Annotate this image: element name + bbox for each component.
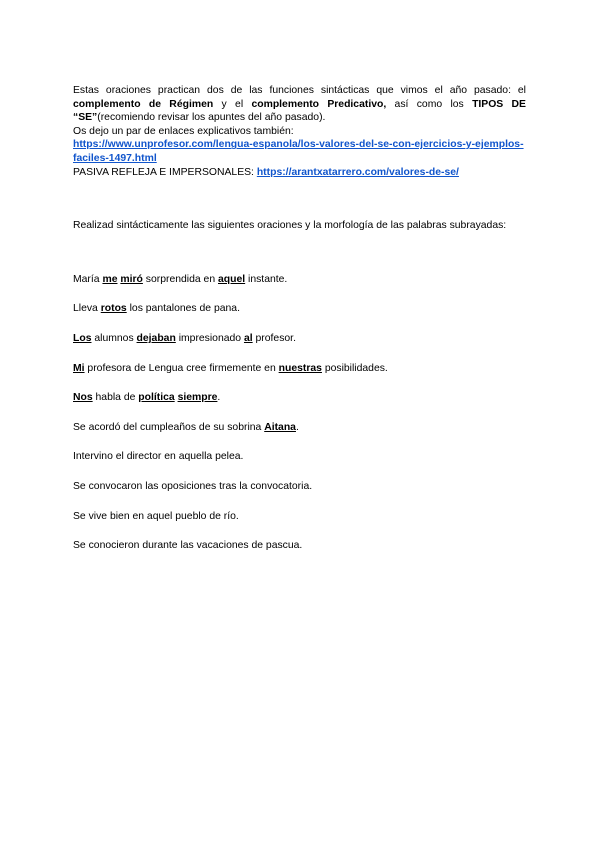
document-page	[73, 84, 526, 569]
sentence-text: Lleva	[73, 303, 101, 315]
sentence-item	[73, 332, 526, 346]
arantxatarrero-link[interactable]: https://arantxatarrero.com/valores-de-se/	[256, 166, 459, 178]
term-tipos-de-se: TIPOS DE “SE”	[73, 98, 526, 124]
sentence-text: habla de	[92, 392, 139, 404]
sentence-item	[73, 421, 526, 435]
sentence-text: profesor.	[252, 332, 296, 344]
sentence-text: los pantalones de pana.	[126, 303, 240, 315]
term-complemento-regimen: complemento de Régimen	[73, 98, 214, 110]
sentence-item	[73, 362, 526, 376]
underlined-word: aquel	[218, 273, 246, 285]
sentence-text: María	[73, 273, 103, 285]
intro-text-4: (recomiendo revisar los apuntes del año pasado).	[97, 112, 326, 124]
sentence-item	[73, 539, 526, 553]
sentence-item	[73, 302, 526, 316]
link2-paragraph	[73, 166, 526, 180]
sentence-text: Se acordó del cumpleaños de su sobrina	[73, 421, 265, 433]
underlined-word: siempre	[177, 392, 218, 404]
underlined-word: Los	[73, 332, 92, 344]
pasiva-label: PASIVA REFLEJA E IMPERSONALES:	[73, 166, 257, 178]
underlined-word: política	[138, 392, 175, 404]
sentence-text: Se vive bien en aquel pueblo de río.	[73, 510, 239, 522]
sentence-text: profesora de Lengua cree firmemente en	[84, 362, 279, 374]
intro-text-3: así como los	[386, 98, 473, 110]
underlined-word: nuestras	[278, 362, 322, 374]
sentence-text: Intervino el director en aquella pelea.	[73, 451, 244, 463]
sentence-text: alumnos	[91, 332, 137, 344]
underlined-word: Mi	[73, 362, 85, 374]
underlined-word: miró	[120, 273, 143, 285]
sentence-text: sorprendida en	[142, 273, 218, 285]
sentence-text: posibilidades.	[321, 362, 388, 374]
sentence-item	[73, 450, 526, 464]
link1-paragraph	[73, 138, 526, 165]
term-complemento-predicativo: complemento Predicativo,	[251, 98, 387, 110]
sentence-text: Se convocaron las oposiciones tras la convocatoria.	[73, 480, 313, 492]
sentence-text: impresionado	[175, 332, 244, 344]
underlined-word: Nos	[73, 392, 93, 404]
sentence-text: .	[295, 421, 299, 433]
sentence-item	[73, 510, 526, 524]
sentence-list	[73, 273, 526, 553]
sentence-text: .	[217, 392, 221, 404]
intro-text-2: y el	[213, 98, 252, 110]
sentence-text: Se conocieron durante las vacaciones de pascua.	[73, 540, 303, 552]
underlined-word: rotos	[100, 303, 127, 315]
unprofesor-link[interactable]: https://www.unprofesor.com/lengua-espanola/los-valores-del-se-con-ejercicios-y-ejemplos-faciles-1497.html	[73, 139, 524, 164]
underlined-word: al	[243, 332, 253, 344]
underlined-word: Aitana	[264, 421, 296, 433]
intro-section	[73, 84, 526, 179]
task-instruction: Realizad sintácticamente las siguientes oraciones y la morfología de las palabras subrayadas:	[73, 220, 507, 232]
underlined-word: dejaban	[136, 332, 176, 344]
links-intro: Os dejo un par de enlaces explicativos también:	[73, 125, 294, 137]
underlined-word: me	[102, 273, 118, 285]
sentence-text: instante.	[245, 273, 288, 285]
intro-text-1: Estas oraciones practican dos de las funciones sintácticas que vimos el año pasado: el	[73, 85, 526, 96]
sentence-item	[73, 391, 526, 405]
sentence-item	[73, 480, 526, 494]
sentence-item	[73, 273, 526, 287]
intro-paragraph	[73, 84, 526, 125]
